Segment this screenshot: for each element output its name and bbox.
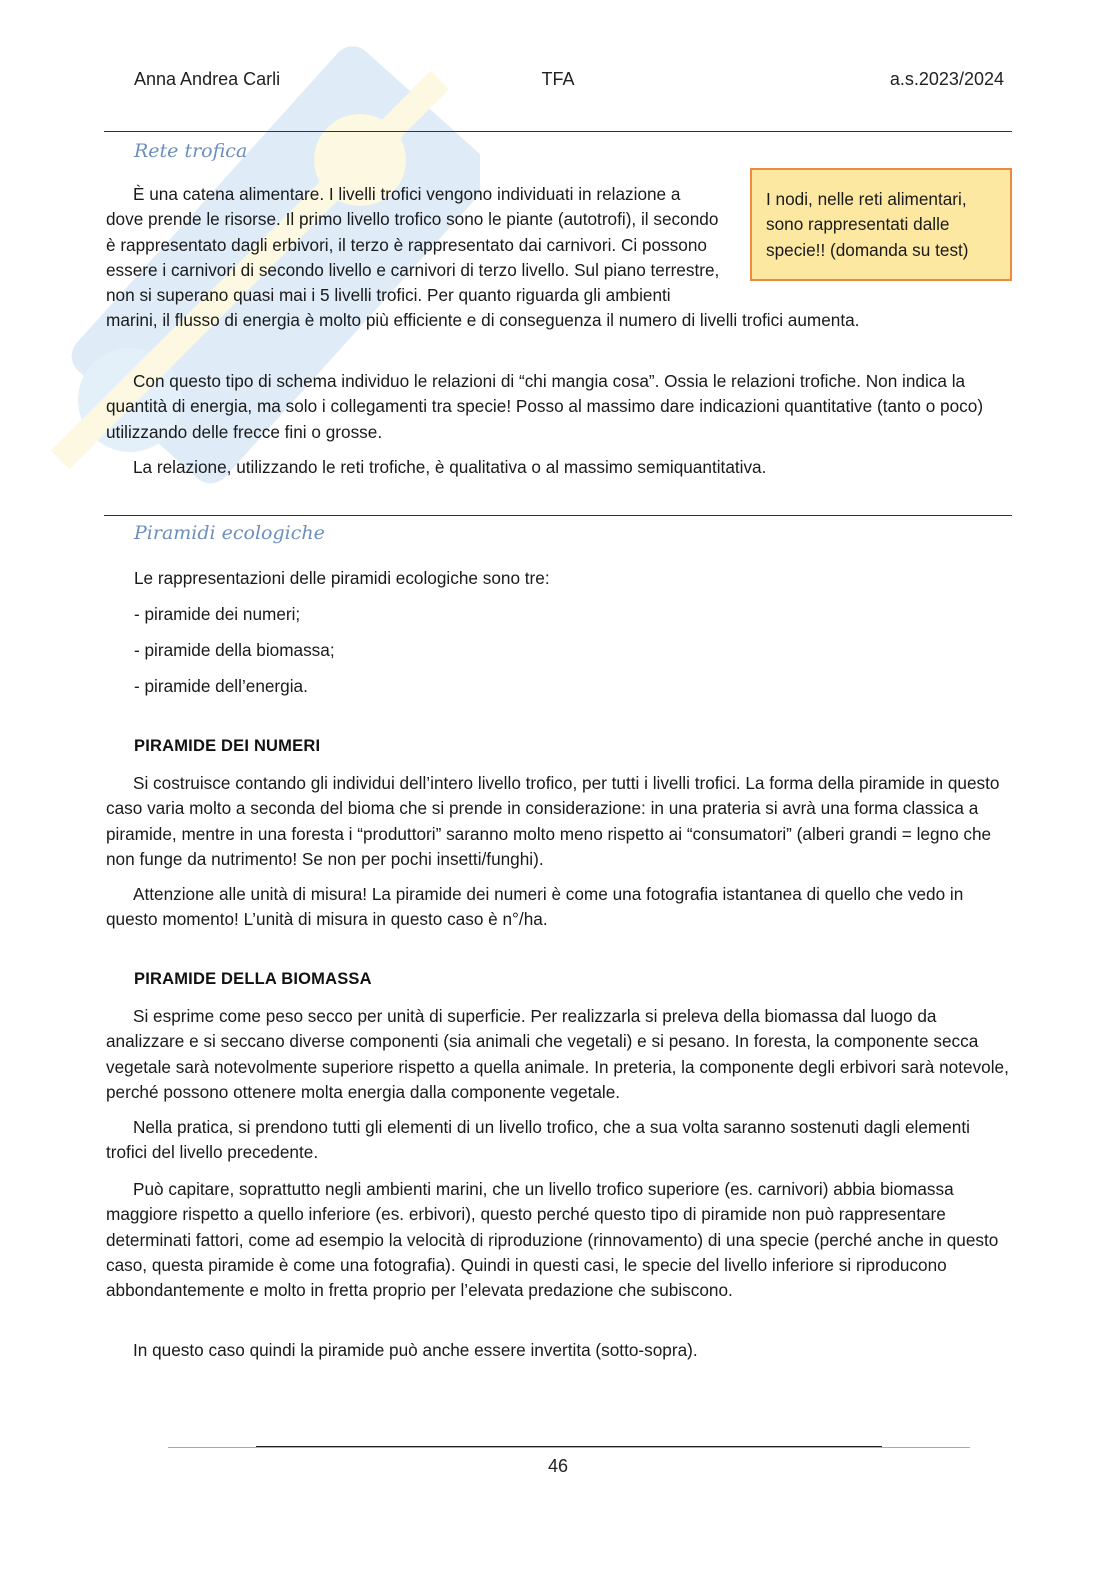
- paragraph: Si costruisce contando gli individui dell’intero livello trofico, per tutti i livelli trofici. La forma della piramide in questo caso varia molto a seconda del bioma che si prende in considerazione: in una prateria si avrà una forma classica a piramide, mentre in una foresta i “produttori” saranno molto meno rispetto ai “consumatori” (alberi grandi = legno che non funge da nutrimento! Se non per pochi insetti/funghi).: [106, 773, 1000, 869]
- paragraph: È una catena alimentare. I livelli trofici vengono individuati in relazione a dove prende le risorse. Il primo livello trofico sono le piante (autotrofi), il secondo è rappresentato dagli erbivori, il terzo è rappresentato dai carnivori. Ci possono essere i carnivori di secondo livello e carnivori di terzo livello. Sul piano terrestre, non si superano quasi mai i 5 livelli trofici. Per quanto riguarda gli ambienti marini, il flusso di energia è molto più efficiente e di conseguenza il numero di livelli trofici aumenta.: [106, 184, 860, 331]
- list-item: - piramide dell’energia.: [134, 676, 308, 696]
- page-number: 46: [547, 1456, 569, 1476]
- footer-divider: [168, 1447, 970, 1448]
- rete-trofica-body: [106, 182, 1012, 334]
- list-item: - piramide dei numeri;: [134, 604, 301, 624]
- section-title-piramidi: Piramidi ecologiche: [134, 522, 325, 544]
- paragraph: In questo caso quindi la piramide può anche essere invertita (sotto-sopra).: [133, 1340, 698, 1360]
- list-item: - piramide della biomassa;: [134, 640, 335, 660]
- header-course: TFA: [541, 69, 575, 89]
- footer-divider: [256, 1446, 882, 1447]
- paragraph: Si esprime come peso secco per unità di superficie. Per realizzarla si preleva della biomassa dal luogo da analizzare e si seccano diverse componenti (sia animali che vegetali) e si pesano. In foresta, la componente secca vegetale sarà notevolmente superiore rispetto a quella animale. In preteria, la componente degli erbivori sarà notevole, perché possono ottenere molta energia dalla componente vegetale.: [106, 1006, 1009, 1102]
- heading-piramide-biomassa: PIRAMIDE DELLA BIOMASSA: [134, 970, 372, 988]
- paragraph: Può capitare, soprattutto negli ambienti marini, che un livello trofico superiore (es. carnivori) abbia biomassa maggiore rispetto a quello inferiore (es. erbivori), questo perché questo tipo di piramide non può rappresentare determinati fattori, come ad esempio la velocità di riproduzione (rinnovamento) di una specie (perché anche in questo caso, questa piramide è come una fotografia). Quindi in questi casi, le specie del livello inferiore si riproducono abbondantemente e molto in fretta proprio per l’elevata predazione che subiscono.: [106, 1179, 999, 1301]
- paragraph: Attenzione alle unità di misura! La piramide dei numeri è come una fotografia istantanea di quello che vedo in questo momento! L’unità di misura in questo caso è n°/ha.: [106, 884, 964, 930]
- header-author: Anna Andrea Carli: [134, 69, 281, 89]
- callout-note: I nodi, nelle reti alimentari, sono rappresentati dalle specie!! (domanda su test): [750, 168, 1012, 281]
- heading-piramide-numeri: PIRAMIDE DEI NUMERI: [134, 737, 321, 755]
- paragraph: Con questo tipo di schema individuo le relazioni di “chi mangia cosa”. Ossia le relazioni trofiche. Non indica la quantità di energia, ma solo i collegamenti tra specie! Posso al massimo dare indicazioni quantitative (tanto o poco) utilizzando delle frecce fini o grosse.: [106, 371, 984, 442]
- section-divider: [104, 131, 1012, 132]
- paragraph: La relazione, utilizzando le reti trofiche, è qualitativa o al massimo semiquantitativa.: [133, 457, 767, 477]
- section-divider: [104, 515, 1012, 516]
- header-year: a.s.2023/2024: [889, 69, 1004, 89]
- paragraph: Nella pratica, si prendono tutti gli elementi di un livello trofico, che a sua volta saranno sostenuti dagli elementi trofici del livello precedente.: [106, 1117, 970, 1163]
- piramidi-intro: Le rappresentazioni delle piramidi ecologiche sono tre:: [134, 568, 550, 588]
- section-title-rete-trofica: Rete trofica: [134, 140, 248, 162]
